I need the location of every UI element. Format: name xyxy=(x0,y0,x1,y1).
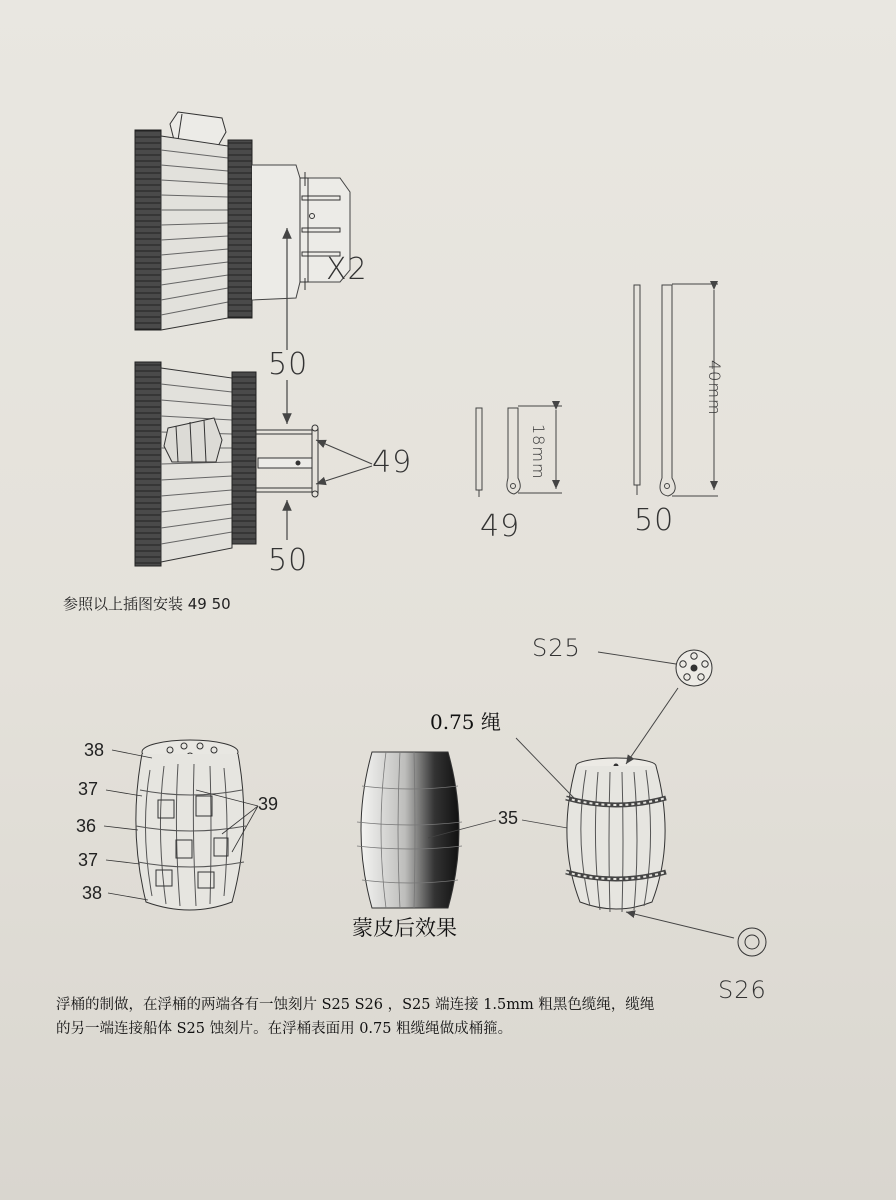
hull-section-bottom xyxy=(135,362,318,566)
pointer-arrow xyxy=(316,440,372,464)
part-label-38-bottom: 38 xyxy=(82,883,103,903)
part-label-37-top: 37 xyxy=(78,779,99,799)
part-50-label: 50 xyxy=(634,503,675,538)
s25-etch-disk xyxy=(676,650,712,686)
leader-line xyxy=(598,652,676,664)
part-49-drawing xyxy=(476,406,562,497)
part-49-pointer-label: 49 xyxy=(372,445,413,480)
instructions-paragraph xyxy=(56,993,796,1041)
s25-label: S25 xyxy=(532,634,581,662)
part-label-38-top: 38 xyxy=(84,740,105,760)
leader-line xyxy=(516,738,574,798)
instructions-line-1: 浮桶的制做，在浮桶的两端各有一蚀刻片 S25 S26 ，S25 端连接 1.5mm 粗黑色缆绳，缆绳 xyxy=(56,997,655,1013)
dimension-40mm: 40mm xyxy=(705,360,724,416)
s26-label: S26 xyxy=(718,976,767,1004)
hull-section-top xyxy=(135,112,350,330)
part-label-37-bottom: 37 xyxy=(78,850,99,870)
part-50-bottom-label: 50 xyxy=(268,543,309,578)
roped-barrel-drawing xyxy=(566,758,666,912)
part-label-36: 36 xyxy=(76,816,97,836)
instructions-line-2: 的另一端连接船体 S25 蚀刻片。在浮桶表面用 0.75 粗缆绳做成桶箍。 xyxy=(56,1021,513,1037)
pointer-arrow xyxy=(626,912,734,938)
part-49-label: 49 xyxy=(480,509,521,544)
rope-label: 0.75 绳 xyxy=(430,710,501,734)
pointer-arrow xyxy=(316,466,372,484)
skinned-barrel-drawing xyxy=(357,752,462,908)
part-label-35: 35 xyxy=(498,808,519,828)
skin-effect-caption: 蒙皮后效果 xyxy=(352,916,457,940)
dimension-18mm: 18mm xyxy=(529,424,548,480)
part-50-top-label: 50 xyxy=(268,347,309,382)
part-label-39: 39 xyxy=(258,794,279,814)
barrel-exploded-drawing xyxy=(104,740,258,910)
pointer-arrow xyxy=(626,688,678,764)
multiplier-label: X2 xyxy=(326,252,368,287)
s26-etch-ring xyxy=(738,928,766,956)
install-caption: 参照以上插图安装 49 50 xyxy=(63,595,231,613)
